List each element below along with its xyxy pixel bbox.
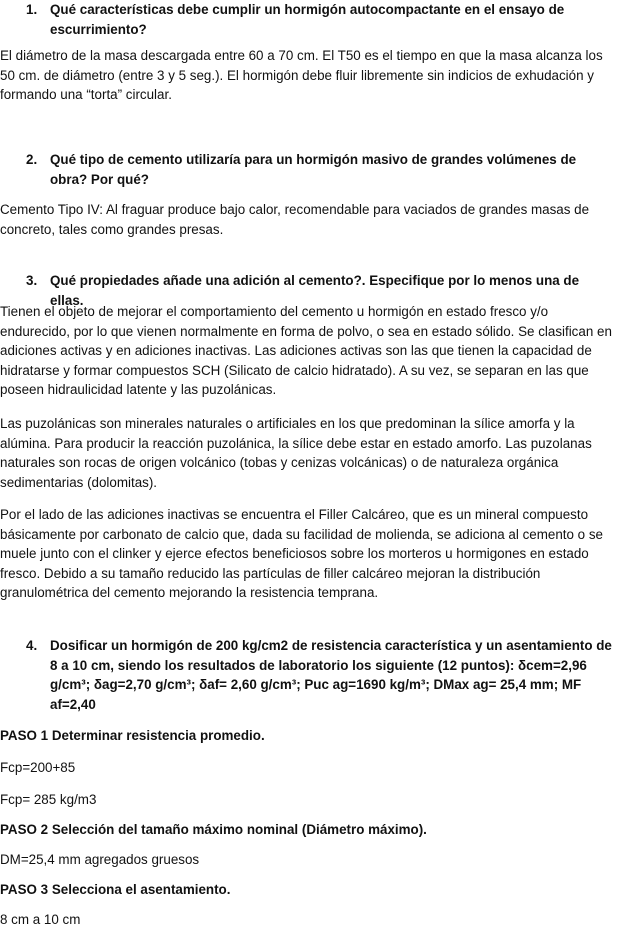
question-4-text: Dosificar un hormigón de 200 kg/cm2 de resistencia característica y un asentamiento de 8 a 10 cm, siendo los resultados de laboratorio los siguiente (12 puntos): δcem=2,96 g/cm³; δag=2,70 g/cm³; δaf= 2,60 g/cm³; Puc ag=1690 kg/m³; DMax ag= 25,4 mm; MF af=2,40 bbox=[50, 638, 612, 712]
answer-3-paragraph-1: Tienen el objeto de mejorar el comportamiento del cemento u hormigón en estado fresco y/o endurecido, por lo que vienen normalmente en forma de polvo, o sea en estado sólido. Se clasifican en adiciones activas y en adiciones inactivas. Las adiciones activas son las que tienen la capacidad de hidratarse y formar compuestos SCH (Silicato de calcio hidratado). A su vez, se separan en las que poseen hidraulicidad latente y las puzolánicas. bbox=[0, 304, 612, 398]
step-3-line-1: 8 cm a 10 cm bbox=[0, 912, 81, 927]
step-1-line-2: Fcp= 285 kg/m3 bbox=[0, 792, 97, 807]
question-1-number: 1. bbox=[26, 2, 38, 17]
question-1-text: Qué características debe cumplir un hormigón autocompactante en el ensayo de escurrimiento? bbox=[50, 2, 565, 37]
answer-3-paragraph-2: Las puzolánicas son minerales naturales o artificiales en los que predominan la sílice amorfa y la alúmina. Para producir la reacción puzolánica, la sílice debe estar en estado amorfo. Las puzolanas naturales son rocas de origen volcánico (tobas y cenizas volcánicas) o de naturaleza orgánica sedimentarias (dolomitas). bbox=[0, 416, 592, 490]
step-3-title: PASO 3 Selecciona el asentamiento. bbox=[0, 882, 231, 897]
answer-3-paragraph-3: Por el lado de las adiciones inactivas se encuentra el Filler Calcáreo, que es un mineral compuesto básicamente por carbonato de calcio que, dada su facilidad de molienda, se adiciona al cemento o se muele junto con el clinker y ejerce efectos beneficiosos sobre los morteros u hormigones en estado fresco. Debido a su tamaño reducido las partículas de filler calcáreo mejoran la distribución granulométrica del cemento mejorando la resistencia temprana. bbox=[0, 507, 603, 601]
question-3-number: 3. bbox=[26, 273, 38, 288]
question-4-number: 4. bbox=[26, 638, 38, 653]
question-3-text: Qué propiedades añade una adición al cemento?. Especifique por lo menos una de ellas. bbox=[50, 273, 580, 308]
step-1-title: PASO 1 Determinar resistencia promedio. bbox=[0, 728, 265, 743]
answer-2: Cemento Tipo IV: Al fraguar produce bajo calor, recomendable para vaciados de grandes masas de concreto, tales como grandes presas. bbox=[0, 202, 590, 237]
question-2-number: 2. bbox=[26, 152, 38, 167]
step-1-line-1: Fcp=200+85 bbox=[0, 760, 76, 775]
question-2-text: Qué tipo de cemento utilizaría para un hormigón masivo de grandes volúmenes de obra? Por qué? bbox=[50, 152, 577, 187]
answer-1: El diámetro de la masa descargada entre 60 a 70 cm. El T50 es el tiempo en que la masa alcanza los 50 cm. de diámetro (entre 3 y 5 seg.). El hormigón debe fluir libremente sin indicios de exhudación y formando una “torta” circular. bbox=[0, 48, 603, 103]
step-2-title: PASO 2 Selección del tamaño máximo nominal (Diámetro máximo). bbox=[0, 822, 427, 837]
step-2-line-1: DM=25,4 mm agregados gruesos bbox=[0, 852, 200, 867]
